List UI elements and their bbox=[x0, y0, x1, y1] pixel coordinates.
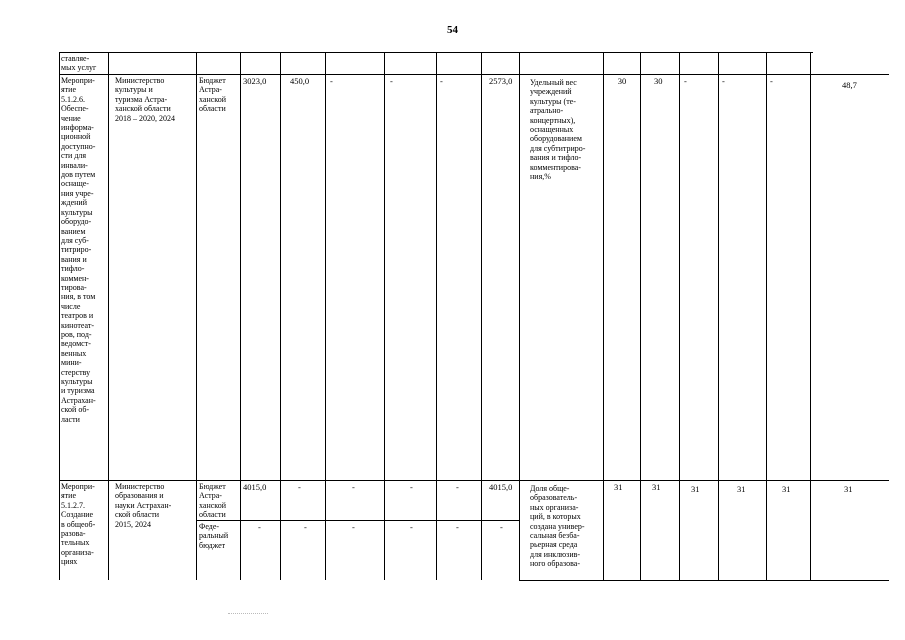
funding-source-cell: Феде- ральный бюджет bbox=[199, 522, 229, 550]
column-border bbox=[436, 52, 437, 580]
indicator-value-cell: 30 bbox=[617, 76, 627, 86]
value-cell: - bbox=[352, 482, 355, 492]
column-border bbox=[519, 52, 520, 580]
value-cell: - bbox=[410, 482, 413, 492]
column-border bbox=[240, 52, 241, 580]
column-border bbox=[481, 52, 482, 580]
indicator-cell: Удельный вес учреждений культуры (те- атрально- концертных), оснащенных оборудованием для субтитриро- вания и тифло- комментирова- ния,% bbox=[530, 78, 586, 182]
column-border bbox=[280, 52, 281, 580]
value-cell: 4015,0 bbox=[489, 482, 513, 492]
column-border bbox=[679, 52, 680, 580]
subrow-divider bbox=[196, 520, 519, 521]
value-cell: - bbox=[440, 76, 443, 86]
value-cell: - bbox=[456, 482, 459, 492]
column-border bbox=[640, 52, 641, 580]
indicator-value-cell: 30 bbox=[654, 76, 663, 86]
indicator-value-cell: - bbox=[722, 76, 725, 86]
value-cell: - bbox=[410, 522, 413, 532]
value-cell: - bbox=[352, 522, 355, 532]
scan-artifact bbox=[228, 613, 268, 614]
column-border bbox=[384, 52, 385, 580]
column-border bbox=[603, 52, 604, 580]
value-cell: - bbox=[258, 522, 261, 532]
page-number: 54 bbox=[447, 24, 458, 36]
funding-source-cell: Бюджет Астра- ханской области bbox=[199, 482, 227, 520]
value-cell: - bbox=[304, 522, 307, 532]
column-border bbox=[59, 52, 60, 580]
value-cell: - bbox=[500, 522, 503, 532]
column-border bbox=[108, 52, 109, 580]
executor-cell: Министерство образования и науки Астрахан- ской области 2015, 2024 bbox=[115, 482, 172, 529]
funding-source-cell: Бюджет Астра- ханской области bbox=[199, 76, 227, 114]
indicator-cell: Доля обще- образователь- ных организа- ций, в которых создана универ- сальная безба- рьерная среда для инклюзив- ного образова- bbox=[530, 484, 585, 569]
indicator-value-cell: 31 bbox=[737, 484, 746, 494]
header-fragment: ставляе- мых услуг bbox=[61, 54, 97, 73]
indicator-value-cell: 31 bbox=[844, 484, 853, 494]
value-cell: 2573,0 bbox=[489, 76, 513, 86]
event-cell: Меропри- ятие 5.1.2.6. Обеспе- чение информа- ционной доступно- сти для инвали- дов путем оснаще- ния учре- ждений культуры оборудо- ванием для суб- титриро- вания и тифло- коммен- тирова- ния, в том числе театров и кинотеат- ров, под- ведомст- венных мини- стерству культуры и туризма Астрахан- ской об- ласти bbox=[61, 76, 96, 424]
column-border bbox=[718, 52, 719, 580]
indicator-value-cell: 31 bbox=[691, 484, 700, 494]
value-cell: - bbox=[298, 482, 301, 492]
indicator-value-cell: 31 bbox=[652, 482, 661, 492]
indicator-value-cell: 48,7 bbox=[842, 80, 857, 90]
executor-cell: Министерство культуры и туризма Астра- ханской области 2018 – 2020, 2024 bbox=[115, 76, 175, 123]
row-divider bbox=[59, 480, 889, 481]
column-border bbox=[810, 52, 811, 580]
indicator-value-cell: - bbox=[684, 76, 687, 86]
column-border bbox=[766, 52, 767, 580]
indicator-value-cell: 31 bbox=[782, 484, 791, 494]
value-cell: - bbox=[456, 522, 459, 532]
row-divider bbox=[59, 74, 889, 75]
value-cell: 4015,0 bbox=[243, 482, 267, 492]
column-border bbox=[325, 52, 326, 580]
value-cell: - bbox=[330, 76, 333, 86]
event-cell: Меропри- ятие 5.1.2.7. Создание в общеоб- разова- тельных организа- циях bbox=[61, 482, 96, 567]
value-cell: 3023,0 bbox=[243, 76, 267, 86]
value-cell: 450,0 bbox=[290, 76, 310, 86]
column-border bbox=[196, 52, 197, 580]
value-cell: - bbox=[390, 76, 393, 86]
indicator-value-cell: 31 bbox=[614, 482, 623, 492]
indicator-value-cell: - bbox=[770, 76, 773, 86]
table-bottom-border bbox=[519, 580, 889, 581]
